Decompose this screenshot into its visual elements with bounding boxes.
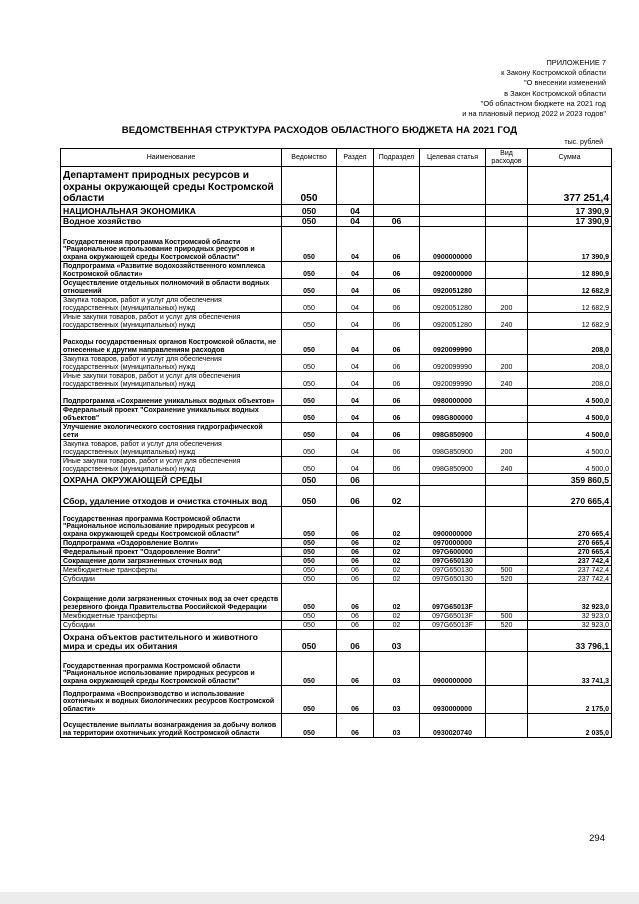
- table-cell: 050: [282, 507, 337, 539]
- table-cell: 04: [337, 227, 374, 262]
- table-cell: 050: [282, 279, 337, 296]
- table-cell: 03: [374, 714, 420, 738]
- table-cell: [486, 423, 528, 440]
- table-cell: Государственная программа Костромской области "Рациональное использование природных ресурсов и охрана окружающей среды Костромской области": [61, 227, 282, 262]
- table-cell: 06: [374, 227, 420, 262]
- appendix-block: [346, 58, 606, 119]
- table-cell: 050: [282, 205, 337, 217]
- table-cell: 050: [282, 630, 337, 652]
- table-cell: 270 665,4: [528, 507, 612, 539]
- table-cell: 050: [282, 217, 337, 227]
- table-cell: [420, 167, 486, 205]
- table-cell: Подпрограмма «Развитие водохозяйственного комплекса Костромской области»: [61, 262, 282, 279]
- table-cell: 04: [337, 406, 374, 423]
- table-cell: 02: [374, 621, 420, 630]
- table-cell: 06: [337, 621, 374, 630]
- table-cell: 04: [337, 330, 374, 355]
- table-cell: 4 500,0: [528, 389, 612, 406]
- table-cell: 237 742,4: [528, 566, 612, 575]
- table-cell: 06: [374, 389, 420, 406]
- table-row: [61, 584, 612, 612]
- table-cell: 32 923,0: [528, 612, 612, 621]
- table-cell: 0920099990: [420, 330, 486, 355]
- table-cell: 098G850900: [420, 423, 486, 440]
- table-row: [61, 330, 612, 355]
- table-cell: Государственная программа Костромской области "Рациональное использование природных ресурсов и охрана окружающей среды Костромской области": [61, 652, 282, 686]
- table-cell: 050: [282, 566, 337, 575]
- table-cell: 0900000000: [420, 652, 486, 686]
- table-cell: 06: [337, 548, 374, 557]
- table-cell: 06: [374, 296, 420, 313]
- table-row: [61, 507, 612, 539]
- table-cell: Осуществление отдельных полномочий в области водных отношений: [61, 279, 282, 296]
- table-cell: Сокращение доли загрязненных сточных вод: [61, 557, 282, 566]
- table-cell: 02: [374, 557, 420, 566]
- table-row: [61, 227, 612, 262]
- table-cell: 097G600000: [420, 548, 486, 557]
- table-cell: Иные закупки товаров, работ и услуг для обеспечения государственных (муниципальных) нужд: [61, 313, 282, 330]
- table-cell: 050: [282, 539, 337, 548]
- table-cell: 200: [486, 355, 528, 372]
- table-cell: 500: [486, 566, 528, 575]
- table-cell: 208,0: [528, 330, 612, 355]
- table-cell: 097G65013F: [420, 621, 486, 630]
- table-cell: 02: [374, 575, 420, 584]
- header-name: Наименование: [61, 149, 282, 167]
- table-cell: 200: [486, 296, 528, 313]
- table-cell: 0920051280: [420, 296, 486, 313]
- table-cell: 240: [486, 457, 528, 474]
- table-cell: [486, 630, 528, 652]
- table-cell: 06: [374, 372, 420, 389]
- table-cell: Водное хозяйство: [61, 217, 282, 227]
- table-cell: 050: [282, 621, 337, 630]
- table-cell: Иные закупки товаров, работ и услуг для обеспечения государственных (муниципальных) нужд: [61, 372, 282, 389]
- table-cell: 02: [374, 584, 420, 612]
- table-cell: 050: [282, 652, 337, 686]
- table-cell: 4 500,0: [528, 423, 612, 440]
- budget-table: [60, 148, 612, 738]
- table-cell: [486, 584, 528, 612]
- table-cell: Подпрограмма «Воспроизводство и использование охотничьих и водных биологических ресурсов Костромской области»: [61, 686, 282, 714]
- table-cell: 050: [282, 686, 337, 714]
- table-cell: Осуществление выплаты вознаграждения за добычу волков на территории охотничьих угодий Костромской области: [61, 714, 282, 738]
- table-cell: [420, 217, 486, 227]
- table-cell: 270 665,4: [528, 539, 612, 548]
- table-cell: 377 251,4: [528, 167, 612, 205]
- table-cell: 04: [337, 217, 374, 227]
- table-cell: 06: [374, 313, 420, 330]
- table-cell: Расходы государственных органов Костромской области, не отнесенные к другим направлениям расходов: [61, 330, 282, 355]
- table-cell: 12 890,9: [528, 262, 612, 279]
- table-cell: 06: [374, 262, 420, 279]
- table-cell: 06: [337, 474, 374, 486]
- table-cell: 06: [337, 539, 374, 548]
- table-cell: Субсидии: [61, 575, 282, 584]
- document-title: ВЕДОМСТВЕННАЯ СТРУКТУРА РАСХОДОВ ОБЛАСТНОГО БЮДЖЕТА НА 2021 ГОД: [121, 125, 518, 136]
- table-cell: 04: [337, 423, 374, 440]
- table-cell: 4 500,0: [528, 406, 612, 423]
- table-cell: 050: [282, 330, 337, 355]
- table-cell: [486, 217, 528, 227]
- table-cell: 06: [374, 440, 420, 457]
- table-row: [61, 406, 612, 423]
- table-cell: 050: [282, 389, 337, 406]
- table-cell: 050: [282, 313, 337, 330]
- table-cell: 0920099990: [420, 355, 486, 372]
- table-cell: 2 035,0: [528, 714, 612, 738]
- table-row: [61, 621, 612, 630]
- table-cell: [486, 539, 528, 548]
- table-cell: Межбюджетные трансферты: [61, 612, 282, 621]
- table-cell: 02: [374, 507, 420, 539]
- table-row: [61, 296, 612, 313]
- table-row: [61, 205, 612, 217]
- table-cell: Сбор, удаление отходов и очистка сточных вод: [61, 486, 282, 507]
- table-cell: Подпрограмма «Оздоровление Волги»: [61, 539, 282, 548]
- table-cell: 06: [374, 330, 420, 355]
- table-cell: 270 665,4: [528, 486, 612, 507]
- table-cell: 03: [374, 630, 420, 652]
- table-cell: 208,0: [528, 355, 612, 372]
- table-cell: [486, 389, 528, 406]
- table-cell: 0920051280: [420, 279, 486, 296]
- table-cell: [486, 557, 528, 566]
- table-cell: Иные закупки товаров, работ и услуг для обеспечения государственных (муниципальных) нужд: [61, 457, 282, 474]
- appendix-line: и на плановый период 2022 и 2023 годов": [462, 109, 606, 119]
- appendix-line: к Закону Костромской области: [501, 68, 606, 78]
- table-cell: 06: [374, 406, 420, 423]
- table-cell: 02: [374, 566, 420, 575]
- table-cell: 0900000000: [420, 507, 486, 539]
- table-cell: 03: [374, 652, 420, 686]
- table-row: [61, 652, 612, 686]
- table-cell: 050: [282, 423, 337, 440]
- table-cell: [420, 474, 486, 486]
- table-cell: 240: [486, 372, 528, 389]
- table-cell: Закупка товаров, работ и услуг для обеспечения государственных (муниципальных) нужд: [61, 296, 282, 313]
- table-row: [61, 539, 612, 548]
- table-cell: 04: [337, 355, 374, 372]
- table-row: [61, 575, 612, 584]
- table-cell: 4 500,0: [528, 457, 612, 474]
- header-target-article: Целевая статья: [420, 149, 486, 167]
- table-cell: 050: [282, 262, 337, 279]
- table-cell: 050: [282, 486, 337, 507]
- table-cell: 02: [374, 486, 420, 507]
- table-cell: 240: [486, 313, 528, 330]
- table-cell: [486, 474, 528, 486]
- table-cell: Федеральный проект "Оздоровление Волги": [61, 548, 282, 557]
- table-cell: [486, 686, 528, 714]
- table-row: [61, 440, 612, 457]
- table-cell: 06: [374, 279, 420, 296]
- table-cell: 050: [282, 406, 337, 423]
- table-cell: [374, 205, 420, 217]
- page-number: 294: [589, 833, 605, 844]
- table-cell: 06: [337, 652, 374, 686]
- table-cell: 200: [486, 440, 528, 457]
- table-cell: 06: [374, 457, 420, 474]
- table-cell: 04: [337, 457, 374, 474]
- table-cell: 097G650130: [420, 557, 486, 566]
- table-row: [61, 630, 612, 652]
- table-cell: 02: [374, 539, 420, 548]
- table-cell: 06: [374, 217, 420, 227]
- table-row: [61, 423, 612, 440]
- table-cell: 04: [337, 296, 374, 313]
- table-cell: 17 390,9: [528, 227, 612, 262]
- table-cell: 04: [337, 372, 374, 389]
- table-cell: [486, 205, 528, 217]
- table-cell: Охрана объектов растительного и животного мира и среды их обитания: [61, 630, 282, 652]
- table-cell: 050: [282, 714, 337, 738]
- table-cell: Закупка товаров, работ и услуг для обеспечения государственных (муниципальных) нужд: [61, 355, 282, 372]
- table-cell: 06: [374, 355, 420, 372]
- table-cell: [420, 205, 486, 217]
- table-row: [61, 262, 612, 279]
- table-row: [61, 566, 612, 575]
- table-cell: 098G850900: [420, 457, 486, 474]
- table-cell: [486, 486, 528, 507]
- table-cell: 04: [337, 205, 374, 217]
- table-row: [61, 557, 612, 566]
- table-cell: 0920000000: [420, 262, 486, 279]
- table-cell: 270 665,4: [528, 548, 612, 557]
- table-cell: 520: [486, 575, 528, 584]
- table-cell: 0920099990: [420, 372, 486, 389]
- table-cell: 0900000000: [420, 227, 486, 262]
- table-cell: [486, 548, 528, 557]
- table-cell: [486, 167, 528, 205]
- table-cell: 050: [282, 440, 337, 457]
- table-cell: 0980000000: [420, 389, 486, 406]
- table-cell: 32 923,0: [528, 584, 612, 612]
- table-row: [61, 474, 612, 486]
- table-cell: 04: [337, 389, 374, 406]
- table-cell: 06: [337, 575, 374, 584]
- table-cell: НАЦИОНАЛЬНАЯ ЭКОНОМИКА: [61, 205, 282, 217]
- table-cell: 050: [282, 372, 337, 389]
- table-cell: 050: [282, 167, 337, 205]
- table-cell: Субсидии: [61, 621, 282, 630]
- table-cell: 520: [486, 621, 528, 630]
- table-cell: [374, 474, 420, 486]
- table-cell: [337, 167, 374, 205]
- table-header-row: [61, 149, 612, 167]
- table-cell: 0970000000: [420, 539, 486, 548]
- table-row: [61, 389, 612, 406]
- table-cell: 237 742,4: [528, 575, 612, 584]
- table-cell: 12 682,9: [528, 313, 612, 330]
- header-department: Ведомство: [282, 149, 337, 167]
- table-cell: 050: [282, 612, 337, 621]
- table-cell: [420, 486, 486, 507]
- table-cell: 06: [337, 612, 374, 621]
- table-cell: [486, 652, 528, 686]
- table-cell: 04: [337, 440, 374, 457]
- table-cell: 06: [337, 557, 374, 566]
- table-cell: 06: [337, 584, 374, 612]
- table-row: [61, 279, 612, 296]
- table-cell: 050: [282, 557, 337, 566]
- table-cell: 098G850900: [420, 440, 486, 457]
- table-cell: 17 390,9: [528, 217, 612, 227]
- appendix-line: ПРИЛОЖЕНИЕ 7: [546, 58, 606, 67]
- table-cell: 0930000000: [420, 686, 486, 714]
- table-cell: 12 682,9: [528, 279, 612, 296]
- table-cell: [374, 167, 420, 205]
- table-cell: 097G650130: [420, 575, 486, 584]
- table-cell: 050: [282, 575, 337, 584]
- table-cell: [486, 406, 528, 423]
- table-cell: 050: [282, 296, 337, 313]
- table-cell: 0920051280: [420, 313, 486, 330]
- table-cell: 02: [374, 612, 420, 621]
- table-cell: 097G65013F: [420, 612, 486, 621]
- table-cell: 02: [374, 548, 420, 557]
- bottom-band: [0, 892, 639, 904]
- table-cell: 050: [282, 584, 337, 612]
- units-label: тыс. рублей: [564, 139, 603, 146]
- header-section: Раздел: [337, 149, 374, 167]
- table-cell: 04: [337, 279, 374, 296]
- table-cell: 04: [337, 313, 374, 330]
- table-cell: 237 742,4: [528, 557, 612, 566]
- table-row: [61, 486, 612, 507]
- table-cell: Подпрограмма «Сохранение уникальных водных объектов»: [61, 389, 282, 406]
- table-cell: 04: [337, 262, 374, 279]
- table-cell: Закупка товаров, работ и услуг для обеспечения государственных (муниципальных) нужд: [61, 440, 282, 457]
- table-body: [61, 167, 612, 738]
- table-cell: 33 741,3: [528, 652, 612, 686]
- table-cell: 050: [282, 474, 337, 486]
- appendix-line: "О внесении изменений: [524, 78, 606, 88]
- table-cell: 06: [337, 714, 374, 738]
- table-cell: [420, 630, 486, 652]
- appendix-line: в Закон Костромской области: [504, 88, 606, 98]
- table-row: [61, 217, 612, 227]
- table-cell: 03: [374, 686, 420, 714]
- table-cell: 097G650130: [420, 566, 486, 575]
- table-cell: 17 390,9: [528, 205, 612, 217]
- table-cell: 359 860,5: [528, 474, 612, 486]
- table-row: [61, 686, 612, 714]
- table-cell: Межбюджетные трансферты: [61, 566, 282, 575]
- table-cell: 0930020740: [420, 714, 486, 738]
- table-cell: 12 682,9: [528, 296, 612, 313]
- table-cell: 06: [337, 486, 374, 507]
- table-row: [61, 714, 612, 738]
- table-cell: [486, 330, 528, 355]
- table-cell: [486, 279, 528, 296]
- table-cell: 097G65013F: [420, 584, 486, 612]
- table-cell: 32 923,0: [528, 621, 612, 630]
- table-cell: Департамент природных ресурсов и охраны окружающей среды Костромской области: [61, 167, 282, 205]
- table-cell: 208,0: [528, 372, 612, 389]
- table-cell: 500: [486, 612, 528, 621]
- table-row: [61, 548, 612, 557]
- table-cell: [486, 507, 528, 539]
- table-cell: 2 175,0: [528, 686, 612, 714]
- table-cell: Улучшение экологического состояния гидрографической сети: [61, 423, 282, 440]
- table-cell: 06: [374, 423, 420, 440]
- table-cell: 050: [282, 548, 337, 557]
- table-cell: 06: [337, 686, 374, 714]
- table-row: [61, 612, 612, 621]
- table-row: [61, 372, 612, 389]
- table-cell: [486, 227, 528, 262]
- table-row: [61, 313, 612, 330]
- table-cell: 050: [282, 355, 337, 372]
- table-cell: Государственная программа Костромской области "Рациональное использование природных ресурсов и охрана окружающей среды Костромской области": [61, 507, 282, 539]
- table-cell: 06: [337, 566, 374, 575]
- table-cell: [486, 714, 528, 738]
- header-subsection: Подраздел: [374, 149, 420, 167]
- table-row: [61, 355, 612, 372]
- header-expense-type: Вид расходов: [486, 149, 528, 167]
- table-cell: Федеральный проект "Сохранение уникальных водных объектов": [61, 406, 282, 423]
- table-cell: 098G800000: [420, 406, 486, 423]
- appendix-line: "Об областном бюджете на 2021 год: [480, 98, 606, 108]
- table-cell: 050: [282, 457, 337, 474]
- table-cell: ОХРАНА ОКРУЖАЮЩЕЙ СРЕДЫ: [61, 474, 282, 486]
- table-cell: Сокращение доли загрязненных сточных вод за счет средств резервного фонда Правительства Российской Федерации: [61, 584, 282, 612]
- table-row: [61, 457, 612, 474]
- table-cell: 06: [337, 507, 374, 539]
- table-row: [61, 167, 612, 205]
- table-cell: 06: [337, 630, 374, 652]
- table-cell: 33 796,1: [528, 630, 612, 652]
- table-cell: 4 500,0: [528, 440, 612, 457]
- table-cell: 050: [282, 227, 337, 262]
- header-amount: Сумма: [528, 149, 612, 167]
- table-cell: [486, 262, 528, 279]
